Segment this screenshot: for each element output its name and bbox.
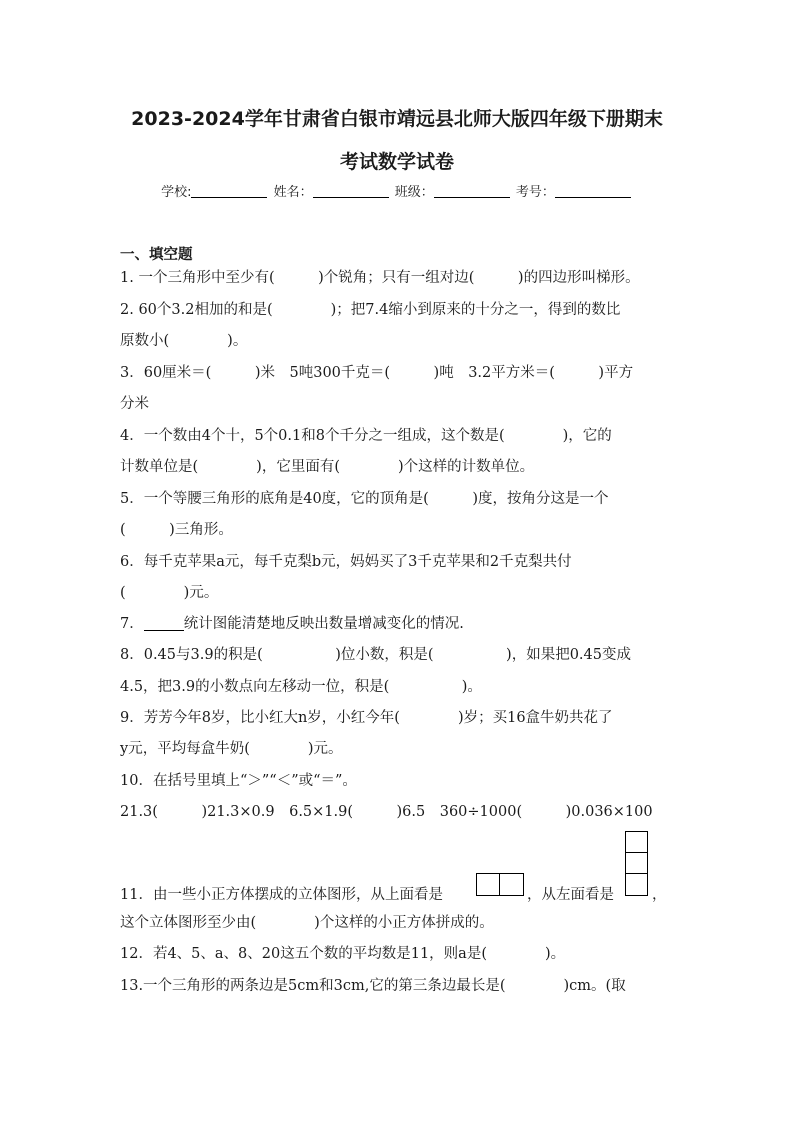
question-line: 12．若4、5、a、8、20这五个数的平均数是11，则a是( )。 [120,946,566,962]
question-text: 统计图能清楚地反映出数量增减变化的情况. [183,616,464,632]
number-label: 考号： [515,185,555,200]
page-title-line1: 2023-2024学年甘肃省白银市靖远县北师大版四年级下册期末 [131,108,663,130]
cube-square [625,831,648,854]
question-line: 3．60厘米＝( )米 5吨300千克＝( )吨 3.2平方米＝( )平方 [120,365,634,381]
cube-square [625,873,648,896]
question-text: ， [652,887,667,903]
question-line: 分米 [120,396,149,412]
question-line: 计数单位是( )，它里面有( )个这样的计数单位。 [120,459,535,475]
question-line-7 [120,614,464,634]
class-blank[interactable] [434,185,510,198]
question-number: 7． [120,616,144,632]
question-line: 4．一个数由4个十，5个0.1和8个千分之一组成，这个数是( )，它的 [120,428,612,444]
question-text: 11．由一些小正方体摆成的立体图形，从上面看是 [120,887,443,903]
name-blank[interactable] [313,185,389,198]
page-title-line2: 考试数学试卷 [339,151,454,173]
question-line: 6．每千克苹果a元，每千克梨b元，妈妈买了3千克苹果和2千克梨共付 [120,554,572,570]
question-line: 1. 一个三角形中至少有( )个锐角；只有一组对边( )的四边形叫梯形。 [120,270,640,286]
cube-square [476,873,501,896]
question-line: 13.一个三角形的两条边是5cm和3cm,它的第三条边最长是( )cm。(取 [120,978,626,994]
school-blank[interactable] [191,185,267,198]
question-line: 4.5，把3.9的小数点向左移动一位，积是( )。 [120,679,482,695]
cube-square [625,852,648,875]
section-heading: 一、填空题 [120,247,193,263]
question-line: ( )三角形。 [120,522,233,538]
question-line: 10．在括号里填上“＞”“＜”或“＝”。 [120,773,357,789]
student-info-row [0,181,794,200]
school-label: 学校: [161,185,192,200]
question-line: 8．0.45与3.9的积是( )位小数，积是( )，如果把0.45变成 [120,647,631,663]
question-line: 2. 60个3.2相加的和是( )；把7.4缩小到原来的十分之一，得到的数比 [120,302,621,318]
question-line: 5．一个等腰三角形的底角是40度，它的顶角是( )度，按角分这是一个 [120,491,609,507]
class-label: 班级： [394,185,434,200]
number-blank[interactable] [555,185,631,198]
cube-square [499,873,524,896]
question-line: y元，平均每盒牛奶( )元。 [120,741,343,757]
question-line: 21.3( )21.3×0.9 6.5×1.9( )6.5 360÷1000( )0.036×100 [120,804,653,820]
question-line: 原数小( )。 [120,333,248,349]
question-line: 这个立体图形至少由( )个这样的小正方体拼成的。 [120,915,494,931]
question-text: ，从左面看是 [527,887,614,903]
question-line: ( )元。 [120,585,219,601]
question-line-11 [120,885,443,905]
name-label: 姓名： [273,185,313,200]
question-line: 9．芳芳今年8岁，比小红大n岁，小红今年( )岁；买16盒牛奶共花了 [120,710,613,726]
answer-blank[interactable] [144,616,184,631]
